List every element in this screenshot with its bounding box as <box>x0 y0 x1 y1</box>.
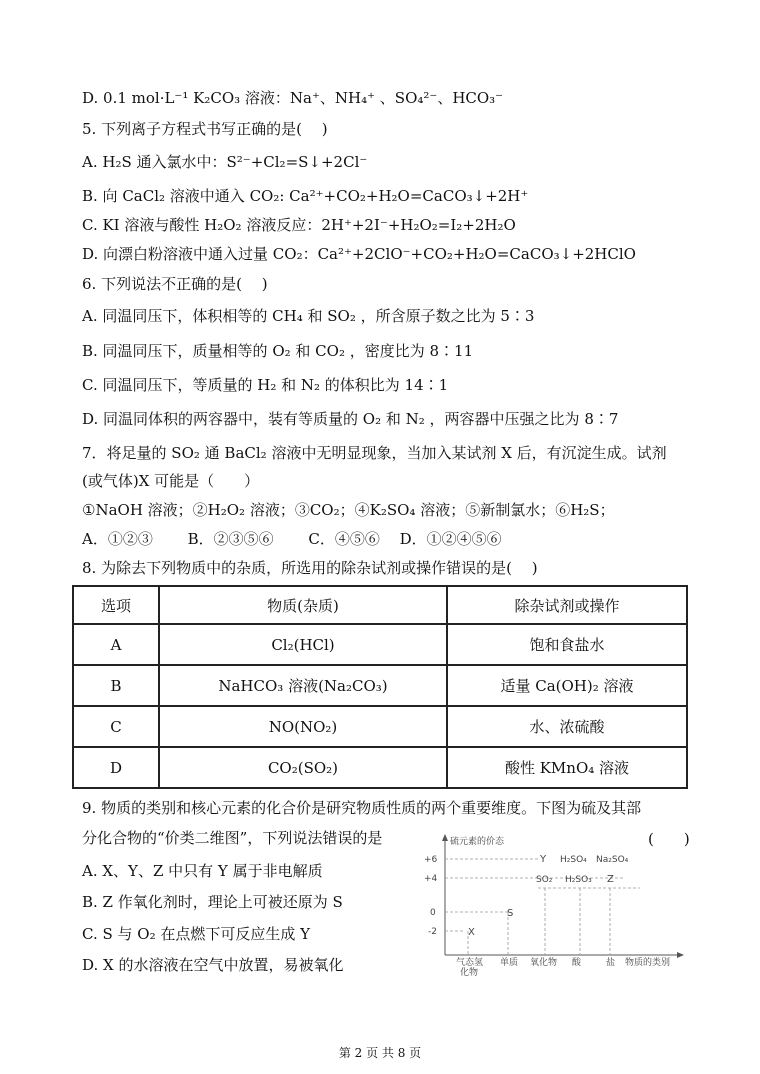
table-header: 除杂试剂或操作 <box>447 586 687 624</box>
x-axis-label: 物质的类别 <box>625 958 671 968</box>
x-category: 盐 <box>606 958 616 968</box>
table-cell: B <box>73 665 159 706</box>
page-footer: 第 2 页 共 8 页 <box>338 1046 422 1060</box>
y-tick: +4 <box>424 874 438 884</box>
table-cell: CO₂(SO₂) <box>159 747 447 788</box>
point-na2so4: Na₂SO₄ <box>596 855 629 865</box>
q9-option-b: B. Z 作氧化剂时，理论上可被还原为 S <box>82 893 343 911</box>
point-x: X <box>468 927 475 938</box>
table-cell: NO(NO₂) <box>159 706 447 747</box>
y-axis-label: 硫元素的价态 <box>450 837 505 847</box>
y-axis-arrow <box>442 834 448 841</box>
q9-option-d: D. X 的水溶液在空气中放置，易被氧化 <box>82 956 344 974</box>
table-cell: D <box>73 747 159 788</box>
q8-stem: 8. 为除去下列物质中的杂质，所选用的除杂试剂或操作错误的是( ) <box>82 559 538 577</box>
q9-option-c: C. S 与 O₂ 在点燃下可反应生成 Y <box>82 925 311 943</box>
table-cell: A <box>73 624 159 665</box>
table-row <box>73 665 687 706</box>
q6-option-c: C. 同温同压下，等质量的 H₂ 和 N₂ 的体积比为 14∶1 <box>82 376 449 394</box>
q7-reagents: ①NaOH 溶液；②H₂O₂ 溶液；③CO₂；④K₂SO₄ 溶液；⑤新制氯水；⑥H₂S； <box>82 501 615 519</box>
x-axis-arrow <box>677 952 684 958</box>
q6-stem: 6. 下列说法不正确的是( ) <box>82 275 268 293</box>
table-cell: Cl₂(HCl) <box>159 624 447 665</box>
table-header: 物质(杂质) <box>159 586 447 624</box>
q8-table <box>72 585 688 789</box>
x-category: 单质 <box>500 958 519 968</box>
q5-stem: 5. 下列离子方程式书写正确的是( ) <box>82 120 328 138</box>
y-tick: -2 <box>428 927 437 937</box>
x-category: 氧化物 <box>530 958 558 968</box>
y-tick: +6 <box>424 855 438 865</box>
valence-class-diagram <box>420 830 695 980</box>
q5-option-d: D. 向漂白粉溶液中通入过量 CO₂：Ca²⁺+2ClO⁻+CO₂+H₂O=CaCO₃↓+2HClO <box>82 245 636 263</box>
table-row <box>73 747 687 788</box>
y-tick: 0 <box>430 908 436 918</box>
point-h2so3: H₂SO₃ <box>565 875 592 885</box>
table-cell: 酸性 KMnO₄ 溶液 <box>447 747 687 788</box>
table-row <box>73 706 687 747</box>
x-category: 气态氢化物 <box>456 958 484 978</box>
q9-answer-paren: ( ) <box>648 830 690 848</box>
table-cell: 水、浓硫酸 <box>447 706 687 747</box>
q6-option-d: D. 同温同体积的两容器中，装有等质量的 O₂ 和 N₂ ，两容器中压强之比为 8∶7 <box>82 410 619 428</box>
q6-option-a: A. 同温同压下，体积相等的 CH₄ 和 SO₂ ，所含原子数之比为 5∶3 <box>82 307 535 325</box>
q4-option-d: D. 0.1 mol·L⁻¹ K₂CO₃ 溶液：Na⁺、NH₄⁺ 、SO₄²⁻、HCO₃⁻ <box>82 89 504 107</box>
table-cell: C <box>73 706 159 747</box>
q7-stem-cont: (或气体)X 可能是（ ） <box>82 472 260 490</box>
q5-option-a: A. H₂S 通入氯水中：S²⁻+Cl₂=S↓+2Cl⁻ <box>82 153 368 171</box>
q9-option-a: A. X、Y、Z 中只有 Y 属于非电解质 <box>82 862 323 880</box>
q9-stem: 9. 物质的类别和核心元素的化合价是研究物质性质的两个重要维度。下图为硫及其部 <box>82 799 642 817</box>
q6-option-b: B. 同温同压下，质量相等的 O₂ 和 CO₂ ，密度比为 8∶11 <box>82 342 474 360</box>
x-category: 酸 <box>572 958 582 968</box>
point-h2so4: H₂SO₄ <box>560 855 587 865</box>
point-s: S <box>507 908 514 919</box>
table-header: 选项 <box>73 586 159 624</box>
q7-stem: 7．将足量的 SO₂ 通 BaCl₂ 溶液中无明显现象，当加入某试剂 X 后，有沉淀生成。试剂 <box>82 444 667 462</box>
table-cell: 适量 Ca(OH)₂ 溶液 <box>447 665 687 706</box>
q9-stem-cont: 分化合物的“价类二维图”，下列说法错误的是 <box>82 829 383 847</box>
q5-option-b: B. 向 CaCl₂ 溶液中通入 CO₂: Ca²⁺+CO₂+H₂O=CaCO₃↓+2H⁺ <box>82 187 529 205</box>
q7-options: A．①②③ B．②③⑤⑥ C．④⑤⑥ D．①②④⑤⑥ <box>82 530 502 548</box>
point-y: Y <box>540 854 547 865</box>
table-cell: 饱和食盐水 <box>447 624 687 665</box>
table-cell: NaHCO₃ 溶液(Na₂CO₃) <box>159 665 447 706</box>
table-row <box>73 624 687 665</box>
q5-option-c: C. KI 溶液与酸性 H₂O₂ 溶液反应：2H⁺+2I⁻+H₂O₂=I₂+2H₂O <box>82 216 516 234</box>
point-so2: SO₂ <box>536 875 553 885</box>
point-z: Z <box>607 874 614 885</box>
